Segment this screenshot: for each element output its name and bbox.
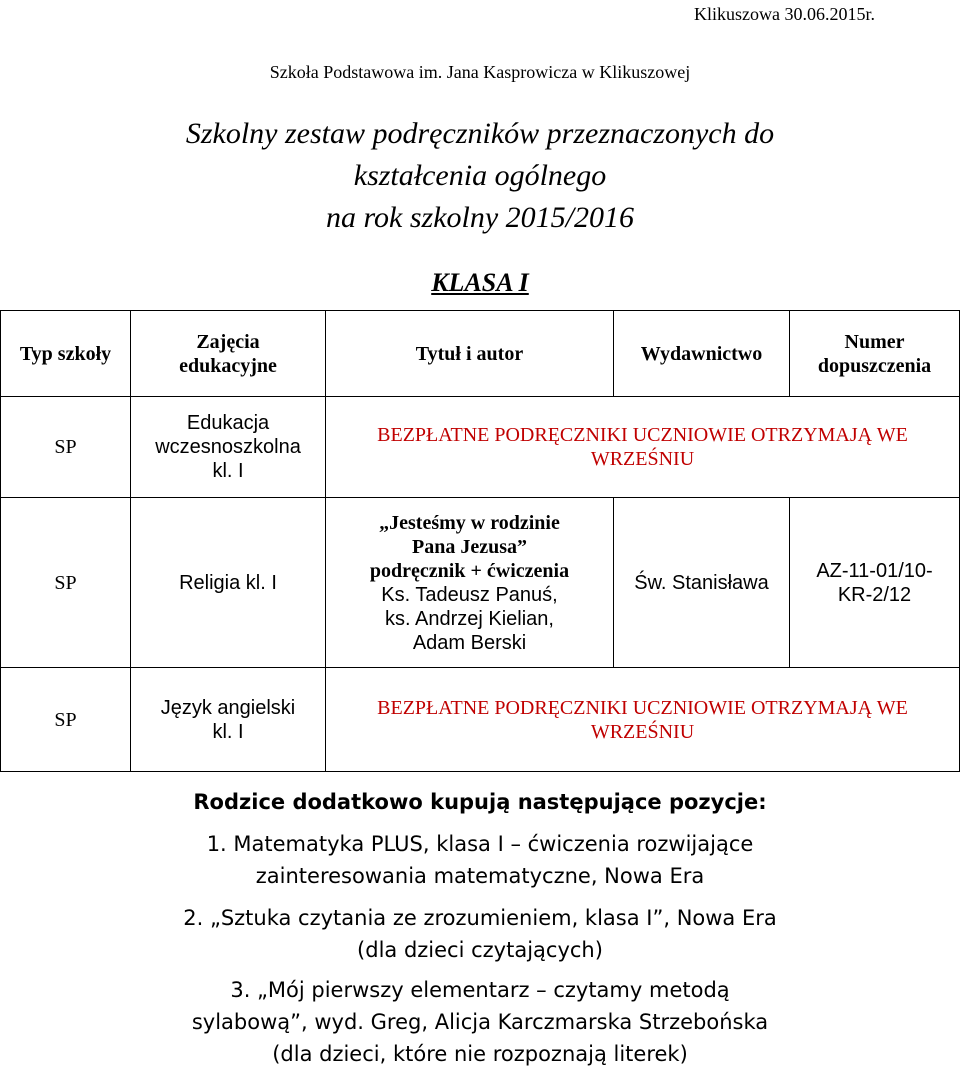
table-row <box>1 668 960 772</box>
header-approval-number <box>790 311 960 397</box>
cell-school-type: SP <box>1 397 131 498</box>
extra-item-line: (dla dzieci czytających) <box>357 938 603 962</box>
document-date: Klikuszowa 30.06.2015r. <box>694 4 875 24</box>
notice-line: BEZPŁATNE PODRĘCZNIKI UCZNIOWIE OTRZYMAJĄ WE <box>377 424 908 446</box>
extra-item-line: 1. Matematyka PLUS, klasa I – ćwiczenia rozwijające <box>206 832 754 856</box>
cell-school-type: SP <box>1 498 131 668</box>
extra-purchase-item <box>140 974 820 1070</box>
header-title-author: Tytuł i autor <box>326 311 614 397</box>
subject-line: kl. I <box>212 460 244 482</box>
title-line: Szkolny zestaw podręczników przeznaczonych do <box>185 117 775 150</box>
cell-subject: Religia kl. I <box>131 498 326 668</box>
extra-item-line: sylabową”, wyd. Greg, Alicja Karczmarska Strzebońska <box>191 1010 769 1034</box>
extra-purchase-item <box>140 902 820 966</box>
notice-line: WRZEŚNIU <box>590 448 695 470</box>
book-title-line: podręcznik + ćwiczenia <box>369 559 570 582</box>
approval-line: AZ-11-01/10- <box>816 559 933 582</box>
extra-item-line: (dla dzieci, które nie rozpoznają literek) <box>272 1042 688 1066</box>
cell-subject <box>131 397 326 498</box>
table-header-row <box>1 311 960 397</box>
subject-line: kl. I <box>212 720 244 743</box>
textbook-table <box>0 310 960 772</box>
cell-subject <box>131 668 326 772</box>
document-title <box>0 113 960 239</box>
notice-line: BEZPŁATNE PODRĘCZNIKI UCZNIOWIE OTRZYMAJĄ WE <box>377 696 908 719</box>
author-line: Adam Berski <box>412 631 527 654</box>
table-row <box>1 498 960 668</box>
author-line: ks. Andrzej Kielian, <box>385 607 554 630</box>
table-row <box>1 397 960 498</box>
cell-publisher: Św. Stanisława <box>614 498 790 668</box>
notice-line: WRZEŚNIU <box>590 720 695 743</box>
title-line: kształcenia ogólnego <box>353 159 607 192</box>
free-textbooks-notice <box>326 668 960 772</box>
extra-item-line: zainteresowania matematyczne, Nowa Era <box>255 864 705 888</box>
cell-school-type: SP <box>1 668 131 772</box>
extra-item-line: 3. „Mój pierwszy elementarz – czytamy metodą <box>230 978 730 1002</box>
book-title-line: „Jesteśmy w rodzinie <box>379 511 560 534</box>
class-label: KLASA I <box>431 268 529 297</box>
extra-purchases-heading: Rodzice dodatkowo kupują następujące pozycje: <box>193 790 767 814</box>
author-line: Ks. Tadeusz Panuś, <box>381 583 558 606</box>
header-subject <box>131 311 326 397</box>
subject-line: wczesnoszkolna <box>155 436 301 458</box>
book-title-line: Pana Jezusa” <box>412 535 527 558</box>
header-school-type: Typ szkoły <box>1 311 131 397</box>
header-subject-line: edukacyjne <box>179 354 277 377</box>
title-line: na rok szkolny 2015/2016 <box>325 201 635 234</box>
header-publisher: Wydawnictwo <box>614 311 790 397</box>
approval-line: KR-2/12 <box>837 583 912 606</box>
cell-title-author <box>326 498 614 668</box>
subject-line: Edukacja <box>186 412 270 434</box>
school-name: Szkoła Podstawowa im. Jana Kasprowicza w Klikuszowej <box>269 62 691 82</box>
extra-purchase-item <box>140 828 820 892</box>
free-textbooks-notice <box>326 397 960 498</box>
header-subject-line: Zajęcia <box>196 330 260 353</box>
header-approval-line: dopuszczenia <box>817 354 932 377</box>
subject-line: Język angielski <box>160 696 296 719</box>
extra-item-line: 2. „Sztuka czytania ze zrozumieniem, klasa I”, Nowa Era <box>183 906 777 930</box>
header-approval-line: Numer <box>844 330 905 353</box>
cell-approval-number <box>790 498 960 668</box>
